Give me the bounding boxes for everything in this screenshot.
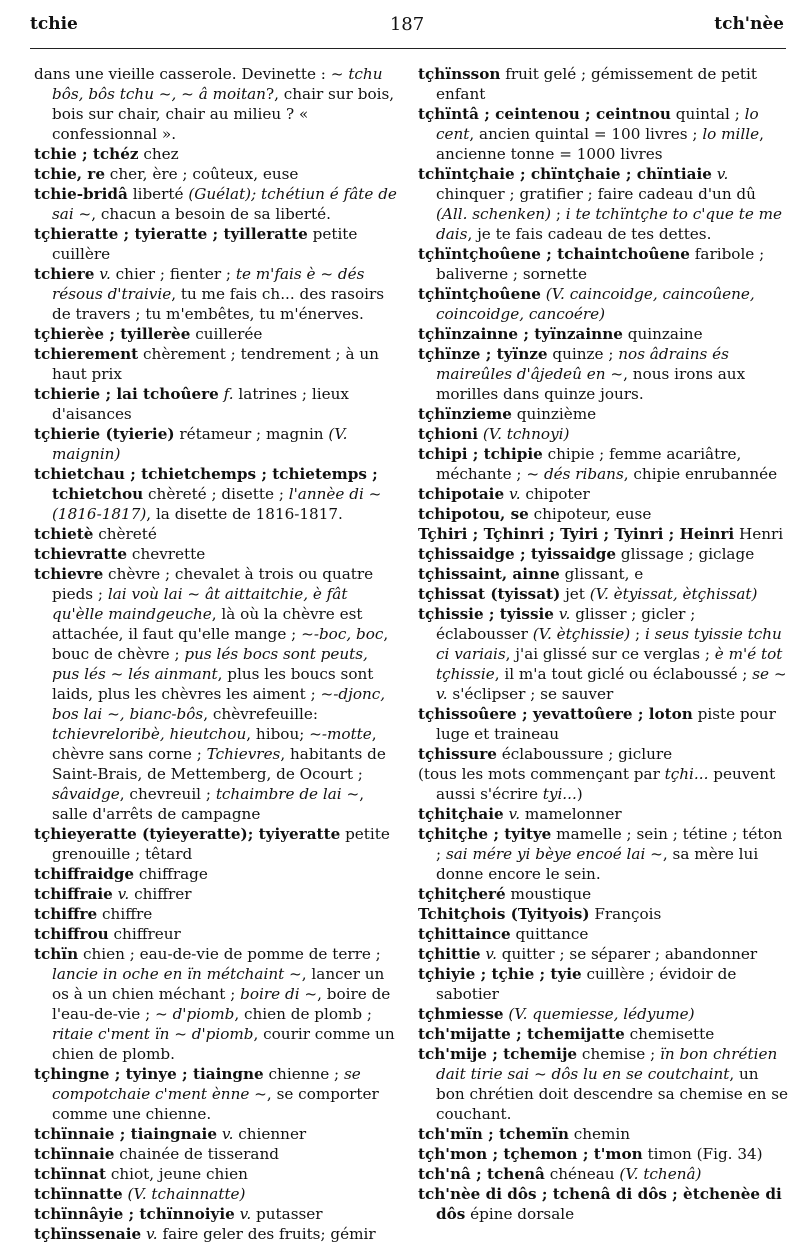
entry-italic-text: (V. ètyissat, ètçhissat): [589, 585, 758, 603]
entry-text: s'éclipser ; se sauver: [447, 685, 614, 703]
entry-headword: tch'mïn ; tchemïn: [418, 1125, 569, 1143]
entry-text: chèvre ; chevalet à trois ou quatre pieds ;: [52, 565, 374, 603]
entry-italic-text: i seus tyissie tchu ci variais: [436, 625, 782, 663]
dictionary-entry: [34, 884, 399, 904]
entry-text: peuvent aussi s'écrire: [436, 765, 776, 803]
entry-italic-text: v.: [146, 1225, 158, 1243]
left-running-head: tchie: [30, 14, 78, 34]
entry-text: chipoteur, euse: [528, 505, 652, 523]
entry-text: , plus les boucs sont laids, plus les chèvres les aiment ;: [52, 665, 374, 703]
entry-headword: tchierie ; lai tchoûere: [34, 385, 219, 403]
dictionary-entry: [418, 944, 788, 964]
entry-text: chéneau: [544, 1165, 620, 1183]
entry-headword: tçh'mon ; tçhemon ; t'mon: [418, 1145, 643, 1163]
dictionary-entry: [418, 884, 788, 904]
entry-text: chiffre: [97, 905, 153, 923]
entry-text: , la disette de 1816-1817.: [146, 505, 343, 523]
entry-headword: tçhissaint, ainne: [418, 565, 560, 583]
entry-italic-text: v.: [485, 945, 497, 963]
dictionary-entry: [34, 224, 399, 264]
entry-italic-text: te m'fais è ~ dés résous d'traivie: [52, 265, 365, 303]
entry-italic-text: (V. tchainnatte): [127, 1185, 246, 1203]
dictionary-entry: [418, 544, 788, 564]
dictionary-entry: [34, 144, 399, 164]
entry-text: petite grenouille ; têtard: [52, 825, 390, 863]
entry-text: , chevreuil ;: [119, 785, 216, 803]
entry-italic-text: tyi...: [542, 785, 577, 803]
entry-headword: tçhïnssenaie: [34, 1225, 142, 1243]
entry-text: ;: [630, 625, 645, 643]
dictionary-entry: [418, 584, 788, 604]
entry-text: , là où la chèvre est attachée, il faut qu'elle mange ;: [52, 605, 363, 643]
entry-text: , se comporter comme une chienne.: [52, 1085, 379, 1123]
entry-text: ): [576, 785, 583, 803]
entry-italic-text: (Guélat); tchétiun é fâte de sai ~: [52, 185, 397, 223]
dictionary-entry: [34, 1144, 399, 1164]
entry-text: timon (Fig. 34): [642, 1145, 763, 1163]
entry-text: chèreté ; disette ;: [143, 485, 289, 503]
dictionary-entry: [418, 764, 788, 804]
dictionary-entry: [418, 504, 788, 524]
entry-headword: tçhïnze ; tyïnze: [418, 345, 548, 363]
entry-text: , chèvrefeuille:: [203, 705, 319, 723]
entry-text: , boire de l'eau-de-vie ;: [52, 985, 391, 1023]
entry-text: liberté: [127, 185, 189, 203]
entry-headword: tchïnnat: [34, 1165, 107, 1183]
entry-headword: tçhitçheré: [418, 885, 506, 903]
entry-italic-text: è m'é tot tçhissie: [436, 645, 783, 683]
entry-headword: tchiere: [34, 265, 95, 283]
entry-italic-text: ~-djonc, bos lai ~, bianc-bôs: [52, 685, 386, 723]
dictionary-entry: [34, 344, 399, 384]
entry-headword: tçhitçhaie: [418, 805, 504, 823]
entry-headword: tchie, re: [34, 165, 105, 183]
dictionary-entry: [418, 524, 788, 544]
entry-text: chemisette: [624, 1025, 715, 1043]
entry-text: , chacun a besoin de sa liberté.: [91, 205, 331, 223]
entry-italic-text: v.: [99, 265, 111, 283]
dictionary-entry: [418, 284, 788, 324]
entry-text: chienne ;: [263, 1065, 345, 1083]
entry-text: rétameur ; magnin: [174, 425, 329, 443]
entry-italic-text: (All. schenken): [436, 205, 552, 223]
entry-headword: Tchitçhois (Tyityois): [418, 905, 590, 923]
entry-headword: tçhïnzainne ; tyïnzainne: [418, 325, 623, 343]
entry-text: putasser: [251, 1205, 323, 1223]
entry-text: , il m'a tout giclé ou éclaboussé ;: [494, 665, 753, 683]
entry-text: , chèvre sans corne ;: [52, 725, 377, 763]
dictionary-entry: [34, 1124, 399, 1144]
dictionary-entry: [34, 904, 399, 924]
entry-text: chainée de tisserand: [114, 1145, 279, 1163]
entry-headword: tchievre: [34, 565, 104, 583]
entry-headword: tchiffrou: [34, 925, 109, 943]
entry-text: chemise ;: [577, 1045, 661, 1063]
entry-text: quinze ;: [547, 345, 619, 363]
dictionary-entry: [34, 184, 399, 224]
entry-text: glissant, e: [559, 565, 644, 583]
entry-italic-text: v.: [508, 485, 521, 503]
entry-text: latrines ; lieux d'aisances: [52, 385, 349, 423]
dictionary-entry: [34, 524, 399, 544]
entry-italic-text: (V. ètçhissie): [532, 625, 631, 643]
entry-italic-text: sâvaidge: [52, 785, 120, 803]
dictionary-entry: [34, 924, 399, 944]
entry-headword: tchïntçhaie ; chïntçhaie ; chïntiaie: [418, 165, 712, 183]
dictionary-entry: [418, 1004, 788, 1024]
dictionary-entry: [34, 424, 399, 464]
entry-headword: tch'nèe di dôs ; tchenâ di dôs ; ètchenèe di dôs: [418, 1185, 782, 1223]
entry-headword: tçhittaince: [418, 925, 511, 943]
entry-text: , courir comme un chien de plomb.: [52, 1025, 395, 1063]
entry-text: petite cuillère: [52, 225, 358, 263]
entry-italic-text: ~-motte: [309, 725, 372, 743]
entry-headword: tchïnnatte: [34, 1185, 123, 1203]
entry-headword: tçhitçhe ; tyitye: [418, 825, 552, 843]
entry-italic-text: sai mére yi bèye encoé lai ~: [445, 845, 663, 863]
entry-headword: tçhïntâ ; ceintenou ; ceintnou: [418, 105, 671, 123]
entry-headword: tçhieyeratte (tyieyeratte); tyiyeratte: [34, 825, 341, 843]
entry-italic-text: v.: [436, 685, 448, 703]
dictionary-entry: [418, 164, 788, 244]
entry-text: , j'ai glissé sur ce verglas ;: [505, 645, 715, 663]
entry-italic-text: ~ dés ribans: [526, 465, 624, 483]
entry-headword: tçhissoûere ; yevattoûere ; loton: [418, 705, 693, 723]
right-running-head: tch'nèe: [714, 14, 784, 34]
entry-italic-text: lancie in oche en ïn métchaint ~: [52, 965, 302, 983]
entry-italic-text: se compotchaie c'ment ènne ~: [52, 1065, 361, 1103]
entry-text: , chipie enrubannée: [623, 465, 778, 483]
dictionary-entry: [34, 164, 399, 184]
entry-headword: tch'mijatte ; tchemijatte: [418, 1025, 625, 1043]
dictionary-entry: [418, 604, 788, 704]
dictionary-entry: [418, 344, 788, 404]
entry-italic-text: v.: [117, 885, 130, 903]
dictionary-entry: [418, 744, 788, 764]
entry-headword: tçhïnzieme: [418, 405, 512, 423]
dictionary-entry: [418, 704, 788, 744]
dictionary-entry: [418, 244, 788, 284]
entry-headword: tchïnnâyie ; tchïnnoiyie: [34, 1205, 235, 1223]
entry-italic-text: (V. tchenâ): [619, 1165, 702, 1183]
dictionary-entry: [34, 1164, 399, 1184]
entry-headword: Tçhiri ; Tçhinri ; Tyiri ; Tyinri ; Heinri: [418, 525, 735, 543]
dictionary-entry: [34, 1184, 399, 1204]
entry-headword: tchie ; tchéz: [34, 145, 139, 163]
dictionary-entry: [418, 444, 788, 484]
entry-italic-text: lai voù lai ~ ât aittaitchie, è fât qu'èlle maindgeuche: [52, 585, 348, 623]
entry-text: quinzième: [511, 405, 597, 423]
dictionary-entry: [418, 964, 788, 1004]
entry-headword: tçhïntçhoûene: [418, 285, 541, 303]
entry-text: faribole ; baliverne ; sornette: [436, 245, 765, 283]
entry-headword: tchierement: [34, 345, 139, 363]
entry-text: chiffreur: [108, 925, 181, 943]
entry-text: chèreté: [93, 525, 157, 543]
entry-italic-text: (V. maignin): [52, 425, 348, 463]
entry-text: moustique: [505, 885, 592, 903]
entry-text: , ancienne tonne = 1000 livres: [436, 125, 764, 163]
entry-text: , tu me fais ch... des rasoirs de travers ; tu m'embêtes, tu m'énerves.: [52, 285, 385, 323]
entry-text: chier ; fienter ;: [110, 265, 236, 283]
entry-text: cuillère ; évidoir de sabotier: [436, 965, 737, 1003]
entry-italic-text: se ~: [752, 665, 787, 683]
entry-text: , chien de plomb ;: [234, 1005, 373, 1023]
entry-italic-text: v.: [508, 805, 521, 823]
entry-text: , je te fais cadeau de tes dettes.: [467, 225, 712, 243]
entry-text: ;: [551, 205, 566, 223]
entry-headword: tchipotou, se: [418, 505, 529, 523]
dictionary-entry: [34, 264, 399, 324]
dictionary-entry: [418, 424, 788, 444]
dictionary-entry: [34, 64, 399, 144]
entry-headword: tçhierèe ; tyillerèe: [34, 325, 191, 343]
page-number: 187: [389, 14, 425, 35]
entry-text: quinzaine: [622, 325, 703, 343]
entry-text: chevrette: [127, 545, 206, 563]
page-header: [30, 14, 784, 44]
entry-italic-text: ïn bon chrétien dait tirie sai ~ dôs lu en se coutchaint: [436, 1045, 778, 1083]
entry-italic-text: i te tchïntçhe to c'que te me dais: [436, 205, 783, 243]
dictionary-entry: [418, 1144, 788, 1164]
entry-headword: tçhissure: [418, 745, 497, 763]
entry-text: jet: [560, 585, 590, 603]
entry-text: cher, ère ; coûteux, euse: [104, 165, 299, 183]
entry-italic-text: v.: [239, 1205, 252, 1223]
entry-text: faire geler des fruits; gémir: [157, 1225, 376, 1243]
entry-text: , habitants de Saint-Brais, de Mettemberg, de Ocourt ;: [52, 745, 386, 783]
entry-italic-text: (V. caincoidge, caincoûene, coincoidge, cancoére): [436, 285, 755, 323]
dictionary-entry: [34, 1064, 399, 1124]
entry-text: , ancien quintal = 100 livres ;: [469, 125, 703, 143]
entry-text: François: [589, 905, 662, 923]
entry-headword: tçhieratte ; tyieratte ; tyilleratte: [34, 225, 308, 243]
entry-text: mamelonner: [520, 805, 622, 823]
entry-italic-text: (V. quemiesse, lédyume): [508, 1005, 695, 1023]
dictionary-entry: [418, 924, 788, 944]
dictionary-entry: [34, 864, 399, 884]
entry-italic-text: tchievreloribè, hieutchou: [52, 725, 247, 743]
entry-text: chiffrage: [134, 865, 208, 883]
dictionary-entry: [418, 1184, 788, 1224]
entry-italic-text: boire di ~: [240, 985, 318, 1003]
entry-headword: tçhïnsson: [418, 65, 501, 83]
entry-italic-text: ritaie c'ment ïn ~ d'piomb: [52, 1025, 254, 1043]
entry-headword: tchiffraidge: [34, 865, 135, 883]
entry-text: , sa mère lui donne encore le sein.: [436, 845, 759, 883]
entry-headword: tchie-bridâ: [34, 185, 128, 203]
entry-headword: tchietè: [34, 525, 94, 543]
entry-text: quittance: [510, 925, 589, 943]
entry-headword: tçhissie ; tyissie: [418, 605, 554, 623]
entry-headword: tçhierie (tyierie): [34, 425, 175, 443]
entry-italic-text: v.: [716, 165, 729, 183]
dictionary-entry: [418, 804, 788, 824]
right-column: [418, 64, 788, 1224]
entry-headword: tchïnnaie ; tiaingnaie: [34, 1125, 217, 1143]
dictionary-entry: [418, 324, 788, 344]
entry-text: chienner: [233, 1125, 307, 1143]
entry-italic-text: l'annèe di ~ (1816-1817): [52, 485, 382, 523]
entry-headword: tçhissat (tyissat): [418, 585, 561, 603]
entry-headword: tch'nâ ; tchenâ: [418, 1165, 545, 1183]
entry-text: (tous les mots commençant par: [418, 765, 665, 783]
entry-headword: tçhmiesse: [418, 1005, 504, 1023]
entry-text: chipoter: [520, 485, 590, 503]
entry-italic-text: pus lés bocs sont peuts, pus lés ~ lés ainmant: [52, 645, 368, 683]
entry-text: piste pour luge et traineau: [436, 705, 776, 743]
entry-italic-text: ~ d'piomb: [155, 1005, 235, 1023]
entry-headword: tçhingne ; tyinye ; tiaingne: [34, 1065, 264, 1083]
entry-text: chèrement ; tendrement ; à un haut prix: [52, 345, 379, 383]
dictionary-entry: [418, 1164, 788, 1184]
entry-text: chipie ; femme acariâtre, méchante ;: [436, 445, 742, 483]
entry-headword: tchipotaie: [418, 485, 505, 503]
dictionary-entry: [418, 1024, 788, 1044]
entry-headword: tchipi ; tchipie: [418, 445, 543, 463]
entry-italic-text: tchaimbre de lai ~: [215, 785, 360, 803]
entry-italic-text: (V. tchnoyi): [482, 425, 570, 443]
dictionary-entry: [418, 484, 788, 504]
dictionary-entry: [418, 564, 788, 584]
entry-italic-text: f.: [223, 385, 234, 403]
entry-text: chemin: [568, 1125, 631, 1143]
entry-text: , un bon chrétien doit descendre sa chemise en se couchant.: [436, 1065, 788, 1123]
entry-headword: tchiffraie: [34, 885, 113, 903]
entry-text: , salle d'arrêts de campagne: [52, 785, 365, 823]
entry-text: Henri: [734, 525, 784, 543]
entry-text: , lancer un os à un chien méchant ;: [52, 965, 385, 1003]
entry-text: cuillerée: [190, 325, 263, 343]
dictionary-entry: [34, 464, 399, 524]
dictionary-entry: [418, 904, 788, 924]
entry-italic-text: v.: [558, 605, 571, 623]
entry-text: éclaboussure ; giclure: [496, 745, 673, 763]
entry-text: épine dorsale: [465, 1205, 575, 1223]
dictionary-entry: [418, 104, 788, 164]
entry-text: chinquer ; gratifier ; faire cadeau d'un dû: [436, 185, 756, 203]
entry-headword: tçhittie: [418, 945, 481, 963]
entry-text: mamelle ; sein ; tétine ; téton ;: [436, 825, 783, 863]
dictionary-entry: [34, 824, 399, 864]
entry-headword: tçhioni: [418, 425, 479, 443]
dictionary-entry: [418, 824, 788, 884]
entry-italic-text: tçhi...: [664, 765, 709, 783]
entry-headword: tçhïntçhoûene ; tchaintchoûene: [418, 245, 690, 263]
entry-text: fruit gelé ; gémissement de petit enfant: [436, 65, 757, 103]
entry-text: quintal ;: [670, 105, 745, 123]
entry-text: quitter ; se séparer ; abandonner: [496, 945, 758, 963]
dictionary-entry: [34, 384, 399, 424]
dictionary-entry: [34, 1204, 399, 1224]
entry-headword: tch'mije ; tchemije: [418, 1045, 578, 1063]
dictionary-entry: [34, 564, 399, 824]
entry-text: glisser ; gicler ; éclabousser: [436, 605, 696, 643]
entry-italic-text: Tchievres: [206, 745, 281, 763]
entry-headword: tçhissaidge ; tyissaidge: [418, 545, 617, 563]
entry-italic-text: tchu bôs, bôs tchu ~, ~ â moitan: [52, 65, 383, 103]
entry-text: dans une vieille casserole. Devinette : ~: [34, 65, 349, 83]
dictionary-entry: [34, 324, 399, 344]
entry-italic-text: lo cent: [436, 105, 759, 143]
entry-italic-text: lo mille: [702, 125, 760, 143]
entry-headword: tchietchau ; tchietchemps ; tchietemps ; tchietchou: [34, 465, 378, 503]
dictionary-entry: [418, 1124, 788, 1144]
entry-text: ?, chair sur bois, bois sur chair, chair au milieu ? « confessionnal ».: [52, 85, 395, 143]
dictionary-entry: [34, 944, 399, 1064]
entry-headword: tchievratte: [34, 545, 128, 563]
dictionary-entry: [34, 1224, 399, 1244]
entry-text: chez: [138, 145, 179, 163]
dictionary-entry: [34, 544, 399, 564]
entry-italic-text: v.: [221, 1125, 234, 1143]
entry-italic-text: ~-boc, boc: [301, 625, 384, 643]
dictionary-entry: [418, 404, 788, 424]
entry-text: , bouc de chèvre ;: [52, 625, 389, 663]
entry-italic-text: nos âdrains és maireûles d'âjedeû en ~: [436, 345, 729, 383]
entry-headword: tchïnnaie: [34, 1145, 115, 1163]
entry-text: chien ; eau-de-vie de pomme de terre ;: [78, 945, 381, 963]
entry-text: , nous irons aux morilles dans quinze jours.: [436, 365, 746, 403]
dictionary-entry: [418, 1044, 788, 1124]
entry-text: , hibou;: [246, 725, 310, 743]
entry-headword: tçhiyie ; tçhie ; tyie: [418, 965, 582, 983]
entry-text: glissage ; giclage: [616, 545, 755, 563]
entry-text: chiot, jeune chien: [106, 1165, 248, 1183]
entry-headword: tchiffre: [34, 905, 98, 923]
left-column: [34, 64, 399, 1244]
dictionary-entry: [418, 64, 788, 104]
entry-headword: tchïn: [34, 945, 79, 963]
header-rule: [30, 48, 786, 49]
entry-text: chiffrer: [129, 885, 192, 903]
